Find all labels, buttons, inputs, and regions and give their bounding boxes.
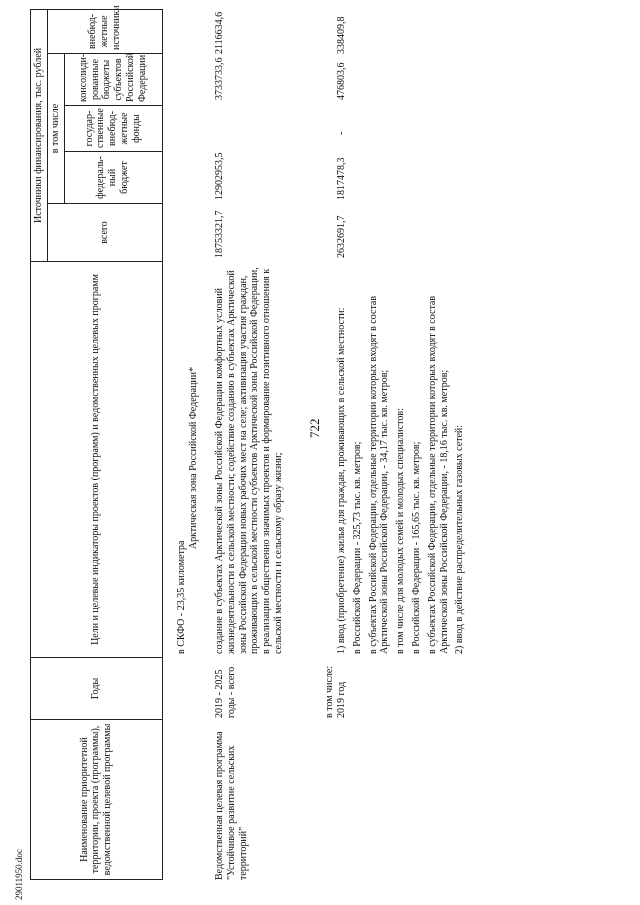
footer-filename: 29011950.doc: [14, 849, 24, 900]
header-goals: Цели и целевые индикаторы проектов (программ) и ведомственных целевых программ: [31, 262, 163, 658]
list-item: 1) ввод (приобретение) жилья для граждан, проживающих в сельской местности:: [336, 307, 347, 654]
year-2019-federal: 1817478,3: [336, 157, 347, 200]
year-2019-consolidated: 476803,6: [336, 62, 347, 100]
year-2019-items: [336, 262, 470, 654]
year-2019-state-funds: -: [336, 131, 347, 135]
header-total: всего: [47, 204, 162, 262]
program-federal: 12902953,5: [214, 152, 225, 200]
including-label: в том числе:: [324, 665, 335, 718]
list-item: в Российской Федерации - 165,65 тыс. кв. метров;: [410, 441, 422, 654]
program-name: Ведомственная целевая программа "Устойчивое развитие сельских территорий": [214, 731, 249, 880]
header-years: Годы: [31, 658, 163, 720]
header-state-funds: государ-ственные внебюд-жетные фонды: [64, 106, 162, 152]
program-goal: создание в субъектах Арктической зоны Российской Федерации комфортных условий жизнедеятельности в сельской местности; содействие созданию в субъектах Арктической зоны Российской Федерации новых рабочих мест на селе; активизация участия граждан, проживающих в сельской местности субъектов Арктической зоны Российской Федерации, в реализации общественно значимых проектов и формирование позитивного отношения к сельской местности и сельскому образу жизни;: [214, 267, 284, 654]
skfo-line: в СКФО - 23,35 километра: [176, 540, 187, 654]
rotated-document: [30, 5, 640, 880]
header-consolidated: консолиди-рованные бюджеты субъектов Российской Федерации: [64, 54, 162, 106]
year-2019: 2019 год: [336, 681, 347, 718]
page-number: 722: [307, 418, 322, 438]
list-item: 2) ввод в действие распределительных газовых сетей:: [454, 424, 466, 654]
list-item: в Российской Федерации - 325,73 тыс. кв. метров;: [351, 441, 363, 654]
year-2019-extrabudget: 338409,8: [336, 16, 347, 54]
header-sources: Источники финансирования, тыс. рублей: [31, 9, 48, 261]
program-extrabudget: 2116634,6: [214, 11, 225, 54]
list-item: в субъектах Российской Федерации, отдельные территории которых входят в состав Арктической зоны Российской Федерации, - 34,17 тыс. кв. метров;: [367, 295, 391, 654]
list-item: в субъектах Российской Федерации, отдельные территории которых входят в состав Арктической зоны Российской Федерации, - 18,16 тыс. кв. метров;: [426, 295, 450, 654]
list-item: в том числе для молодых семей и молодых специалистов:: [395, 408, 407, 654]
header-federal: федераль-ный бюджет: [64, 152, 162, 204]
program-consolidated: 3733733,6: [214, 57, 225, 100]
arctic-heading: Арктическая зона Российской Федерации*: [188, 366, 199, 550]
header-including: в том числе: [47, 54, 64, 204]
year-2019-total: 2632691,7: [336, 215, 347, 258]
header-extrabudget: внебюд-жетные источники: [47, 9, 162, 53]
header-name: Наименование приоритетной территории, проекта (программы), ведомственной целевой программы: [31, 720, 163, 880]
program-total: 18753321,7: [214, 210, 225, 258]
program-years: 2019 - 2025 годы - всего: [214, 666, 237, 718]
header-table: [30, 5, 163, 880]
